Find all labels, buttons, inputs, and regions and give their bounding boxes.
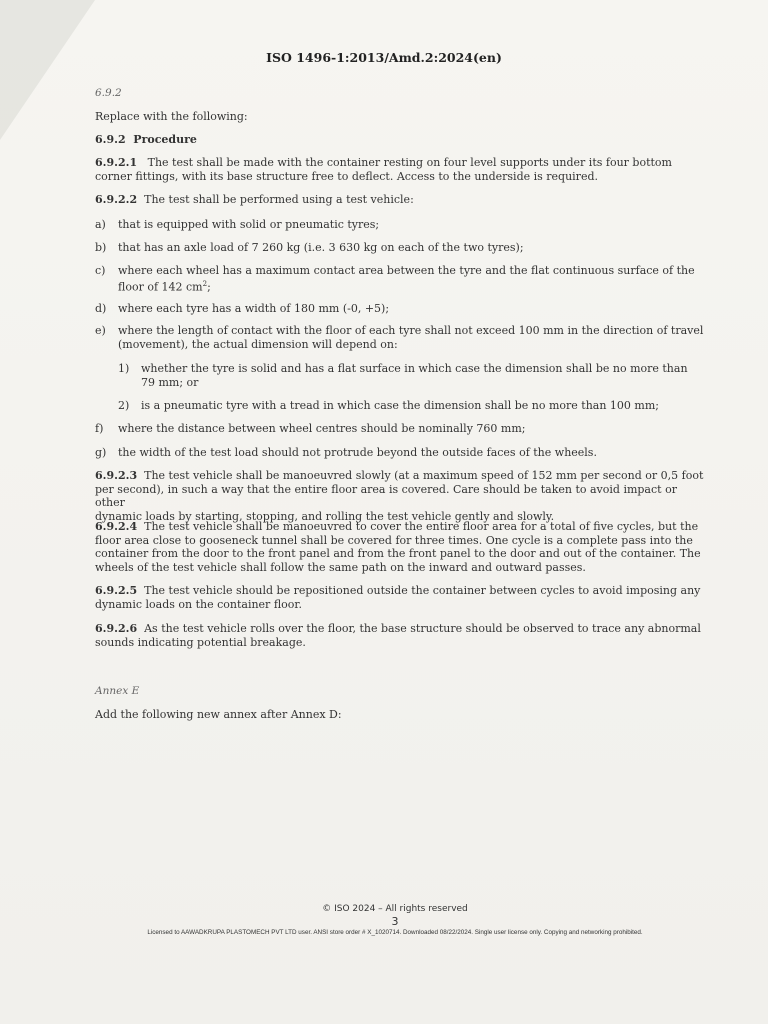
list-text-end: ; bbox=[207, 280, 211, 294]
clause-text-line: dynamic loads on the container floor. bbox=[95, 597, 302, 611]
annex-instruction: Add the following new annex after Annex D: bbox=[95, 708, 342, 721]
clause-text: The test shall be performed using a test vehicle: bbox=[144, 193, 414, 206]
clause-text-line: The test vehicle should be repositioned outside the container between cycles to avoid imposing any bbox=[144, 584, 701, 597]
list-label: b) bbox=[95, 241, 107, 254]
list-item-b: that has an axle load of 7 260 kg (i.e. 3 630 kg on each of the two tyres); bbox=[118, 241, 524, 254]
superscript: 2 bbox=[202, 279, 208, 288]
clause-6-9-2-6 bbox=[95, 622, 710, 649]
replace-instruction: Replace with the following: bbox=[95, 110, 248, 123]
clause-text-line: The test vehicle shall be manoeuvred to cover the entire floor area for a total of five cycles, but the bbox=[144, 520, 699, 533]
sublist-item-1 bbox=[141, 362, 701, 389]
procedure-title: Procedure bbox=[133, 133, 197, 146]
clause-text-line: per second), in such a way that the entire floor area is covered. Care should be taken to avoid impact or other bbox=[95, 482, 677, 509]
sublist-item-2: is a pneumatic tyre with a tread in which case the dimension shall be no more than 100 mm; bbox=[141, 399, 659, 412]
license-notice: Licensed to AAWADKRUPA PLASTOMECH PVT LTD user. ANSI store order # X_1020714. Downloaded 08/22/2024. Single user license only. Copying and networking prohibited. bbox=[147, 929, 643, 936]
clause-number: 6.9.2.3 bbox=[95, 469, 138, 482]
clause-number: 6.9.2.6 bbox=[95, 622, 138, 635]
list-label: e) bbox=[95, 324, 106, 337]
clause-number: 6.9.2.4 bbox=[95, 520, 138, 533]
clause-6-9-2-1 bbox=[95, 156, 705, 183]
list-item-e bbox=[118, 324, 708, 351]
sublist-label: 2) bbox=[118, 399, 130, 412]
document-header: ISO 1496-1:2013/Amd.2:2024(en) bbox=[266, 50, 502, 65]
clause-text-line: dynamic loads by starting, stopping, and rolling the test vehicle gently and slowly. bbox=[95, 509, 555, 523]
list-label: c) bbox=[95, 264, 106, 277]
clause-6-9-2-2 bbox=[95, 193, 414, 207]
list-text-line: (movement), the actual dimension will depend on: bbox=[118, 337, 398, 351]
clause-text-line: wheels of the test vehicle shall follow the same path on the inward and outward passes. bbox=[95, 560, 586, 574]
clause-6-9-2-5 bbox=[95, 584, 710, 611]
sublist-label: 1) bbox=[118, 362, 130, 375]
list-label: a) bbox=[95, 218, 106, 231]
clause-text-line: container from the door to the front panel and from the front panel to the door and out of the container. The bbox=[95, 547, 701, 560]
annex-reference: Annex E bbox=[95, 685, 140, 697]
list-text-line: where each wheel has a maximum contact area between the tyre and the flat continuous surface of the bbox=[118, 264, 695, 277]
list-label: d) bbox=[95, 302, 107, 315]
clause-6-9-2-4 bbox=[95, 520, 710, 574]
clause-text-line: floor area close to gooseneck tunnel shall be covered for three times. One cycle is a complete pass into the bbox=[95, 533, 693, 547]
clause-text-line: sounds indicating potential breakage. bbox=[95, 635, 306, 649]
page-number: 3 bbox=[391, 915, 399, 928]
list-item-g: the width of the test load should not protrude beyond the outside faces of the wheels. bbox=[118, 446, 597, 459]
list-item-c bbox=[118, 264, 708, 294]
procedure-number: 6.9.2 bbox=[95, 133, 126, 146]
clause-text-line: As the test vehicle rolls over the floor, the base structure should be observed to trace any abnormal bbox=[144, 622, 701, 635]
list-item-d: where each tyre has a width of 180 mm (-0, +5); bbox=[118, 302, 390, 315]
clause-number: 6.9.2.1 bbox=[95, 156, 138, 169]
clause-6-9-2-3 bbox=[95, 469, 710, 523]
list-label: f) bbox=[95, 422, 104, 435]
procedure-heading bbox=[95, 133, 197, 147]
list-item-a: that is equipped with solid or pneumatic tyres; bbox=[118, 218, 380, 231]
clause-text-line: The test vehicle shall be manoeuvred slowly (at a maximum speed of 152 mm per second or 0,5 foot bbox=[144, 469, 704, 482]
list-text-line: whether the tyre is solid and has a flat surface in which case the dimension shall be no more than bbox=[141, 362, 688, 375]
clause-text-line: corner fittings, with its base structure free to deflect. Access to the underside is required. bbox=[95, 169, 598, 183]
folded-corner bbox=[0, 0, 95, 140]
clause-text-line: The test shall be made with the container resting on four level supports under its four bottom bbox=[147, 156, 672, 169]
list-text-line: floor of 142 cm bbox=[118, 280, 203, 294]
clause-number: 6.9.2.2 bbox=[95, 193, 138, 206]
section-reference: 6.9.2 bbox=[95, 87, 122, 99]
clause-number: 6.9.2.5 bbox=[95, 584, 138, 597]
list-label: g) bbox=[95, 446, 107, 459]
list-text-line: 79 mm; or bbox=[141, 375, 199, 389]
list-item-f: where the distance between wheel centres should be nominally 760 mm; bbox=[118, 422, 526, 435]
list-text-line: where the length of contact with the floor of each tyre shall not exceed 100 mm in the direction of travel bbox=[118, 324, 704, 337]
copyright-notice: © ISO 2024 – All rights reserved bbox=[322, 904, 468, 914]
